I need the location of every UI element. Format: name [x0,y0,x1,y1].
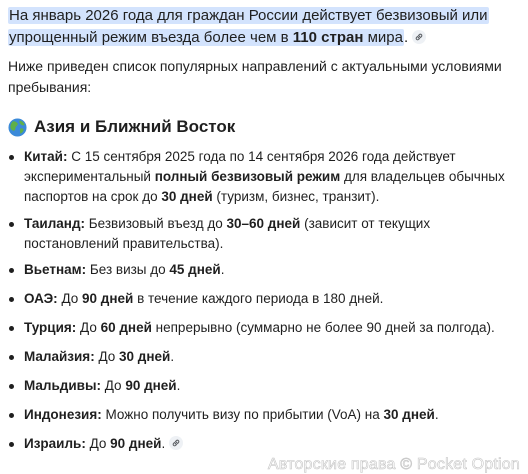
intro-bold: 110 стран [292,29,364,46]
list-item-turkey [0,318,503,338]
item-bold: 45 дней [169,262,221,277]
intro-part1: На январь 2026 года для граждан России действует безвизовый или упрощенный режим въезда более чем в [9,7,488,46]
item-text: Без визы до [86,262,170,277]
item-text: для владельцев обычных паспортов на срок до [24,169,505,204]
list-item-indonesia [0,405,447,425]
item-text: . [176,378,181,393]
item-text: . [220,262,225,277]
item-bold: 30 дней [119,349,171,364]
item-text: С 15 сентября 2025 года по 14 сентября 2026 года действует экспериментальный [24,149,456,184]
item-text: . [170,349,175,364]
description-paragraph: Ниже приведен список популярных направлений с актуальными условиями пребывания: [8,58,502,95]
list-item-maldives [0,376,188,396]
item-bold: полный безвизовый режим [154,169,341,184]
item-bold: 60 дней [100,320,152,335]
source-link-icon[interactable] [412,30,426,44]
item-text: Можно получить визу по прибытии (VoA) на [101,407,384,422]
item-text: . [434,407,439,422]
item-text: До [94,349,119,364]
section-title: Азия и Ближний Восток [34,117,236,136]
list-item-malaysia [0,347,182,367]
item-text: До [85,436,111,451]
source-link-icon[interactable] [169,436,183,450]
list-item-thailand [0,214,528,254]
item-text: До [76,320,101,335]
item-country: Индонезия: [24,407,102,422]
globe-asia-icon [8,118,27,137]
item-country: Мальдивы: [24,378,101,393]
item-country: Израиль: [24,436,86,451]
item-text: непрерывно (суммарно не более 90 дней за полгода). [151,320,495,335]
item-bold: 90 дней [82,291,134,306]
item-text: До [57,291,82,306]
list-item-uae [0,289,391,309]
section-heading [8,114,235,140]
item-bold: 30–60 дней [226,216,301,231]
item-text: в течение каждого периода в 180 дней. [133,291,384,306]
item-bold: 90 дней [110,436,162,451]
item-text: (туризм, бизнес, транзит). [212,189,380,204]
item-text: (зависит от текущих постановлений правительства). [24,216,431,251]
item-bold: 90 дней [125,378,177,393]
intro-end-punct: . [403,29,409,46]
item-country: ОАЭ: [24,291,58,306]
item-text: Безвизовый въезд до [85,216,227,231]
item-country: Таиланд: [24,216,86,231]
list-item-china [0,147,528,207]
intro-text [8,5,523,49]
intro-part2: мира [363,29,403,46]
item-country: Малайзия: [24,349,95,364]
item-country: Турция: [24,320,77,335]
item-bold: 30 дней [161,189,213,204]
item-bold: 30 дней [383,407,435,422]
item-country: Китай: [24,149,68,164]
list-item-israel [0,434,191,454]
item-country: Вьетнам: [24,262,87,277]
watermark: Авторские права © Pocket Option [267,456,520,473]
list-item-vietnam [0,260,232,280]
item-text: . [161,436,166,451]
item-text: До [101,378,126,393]
